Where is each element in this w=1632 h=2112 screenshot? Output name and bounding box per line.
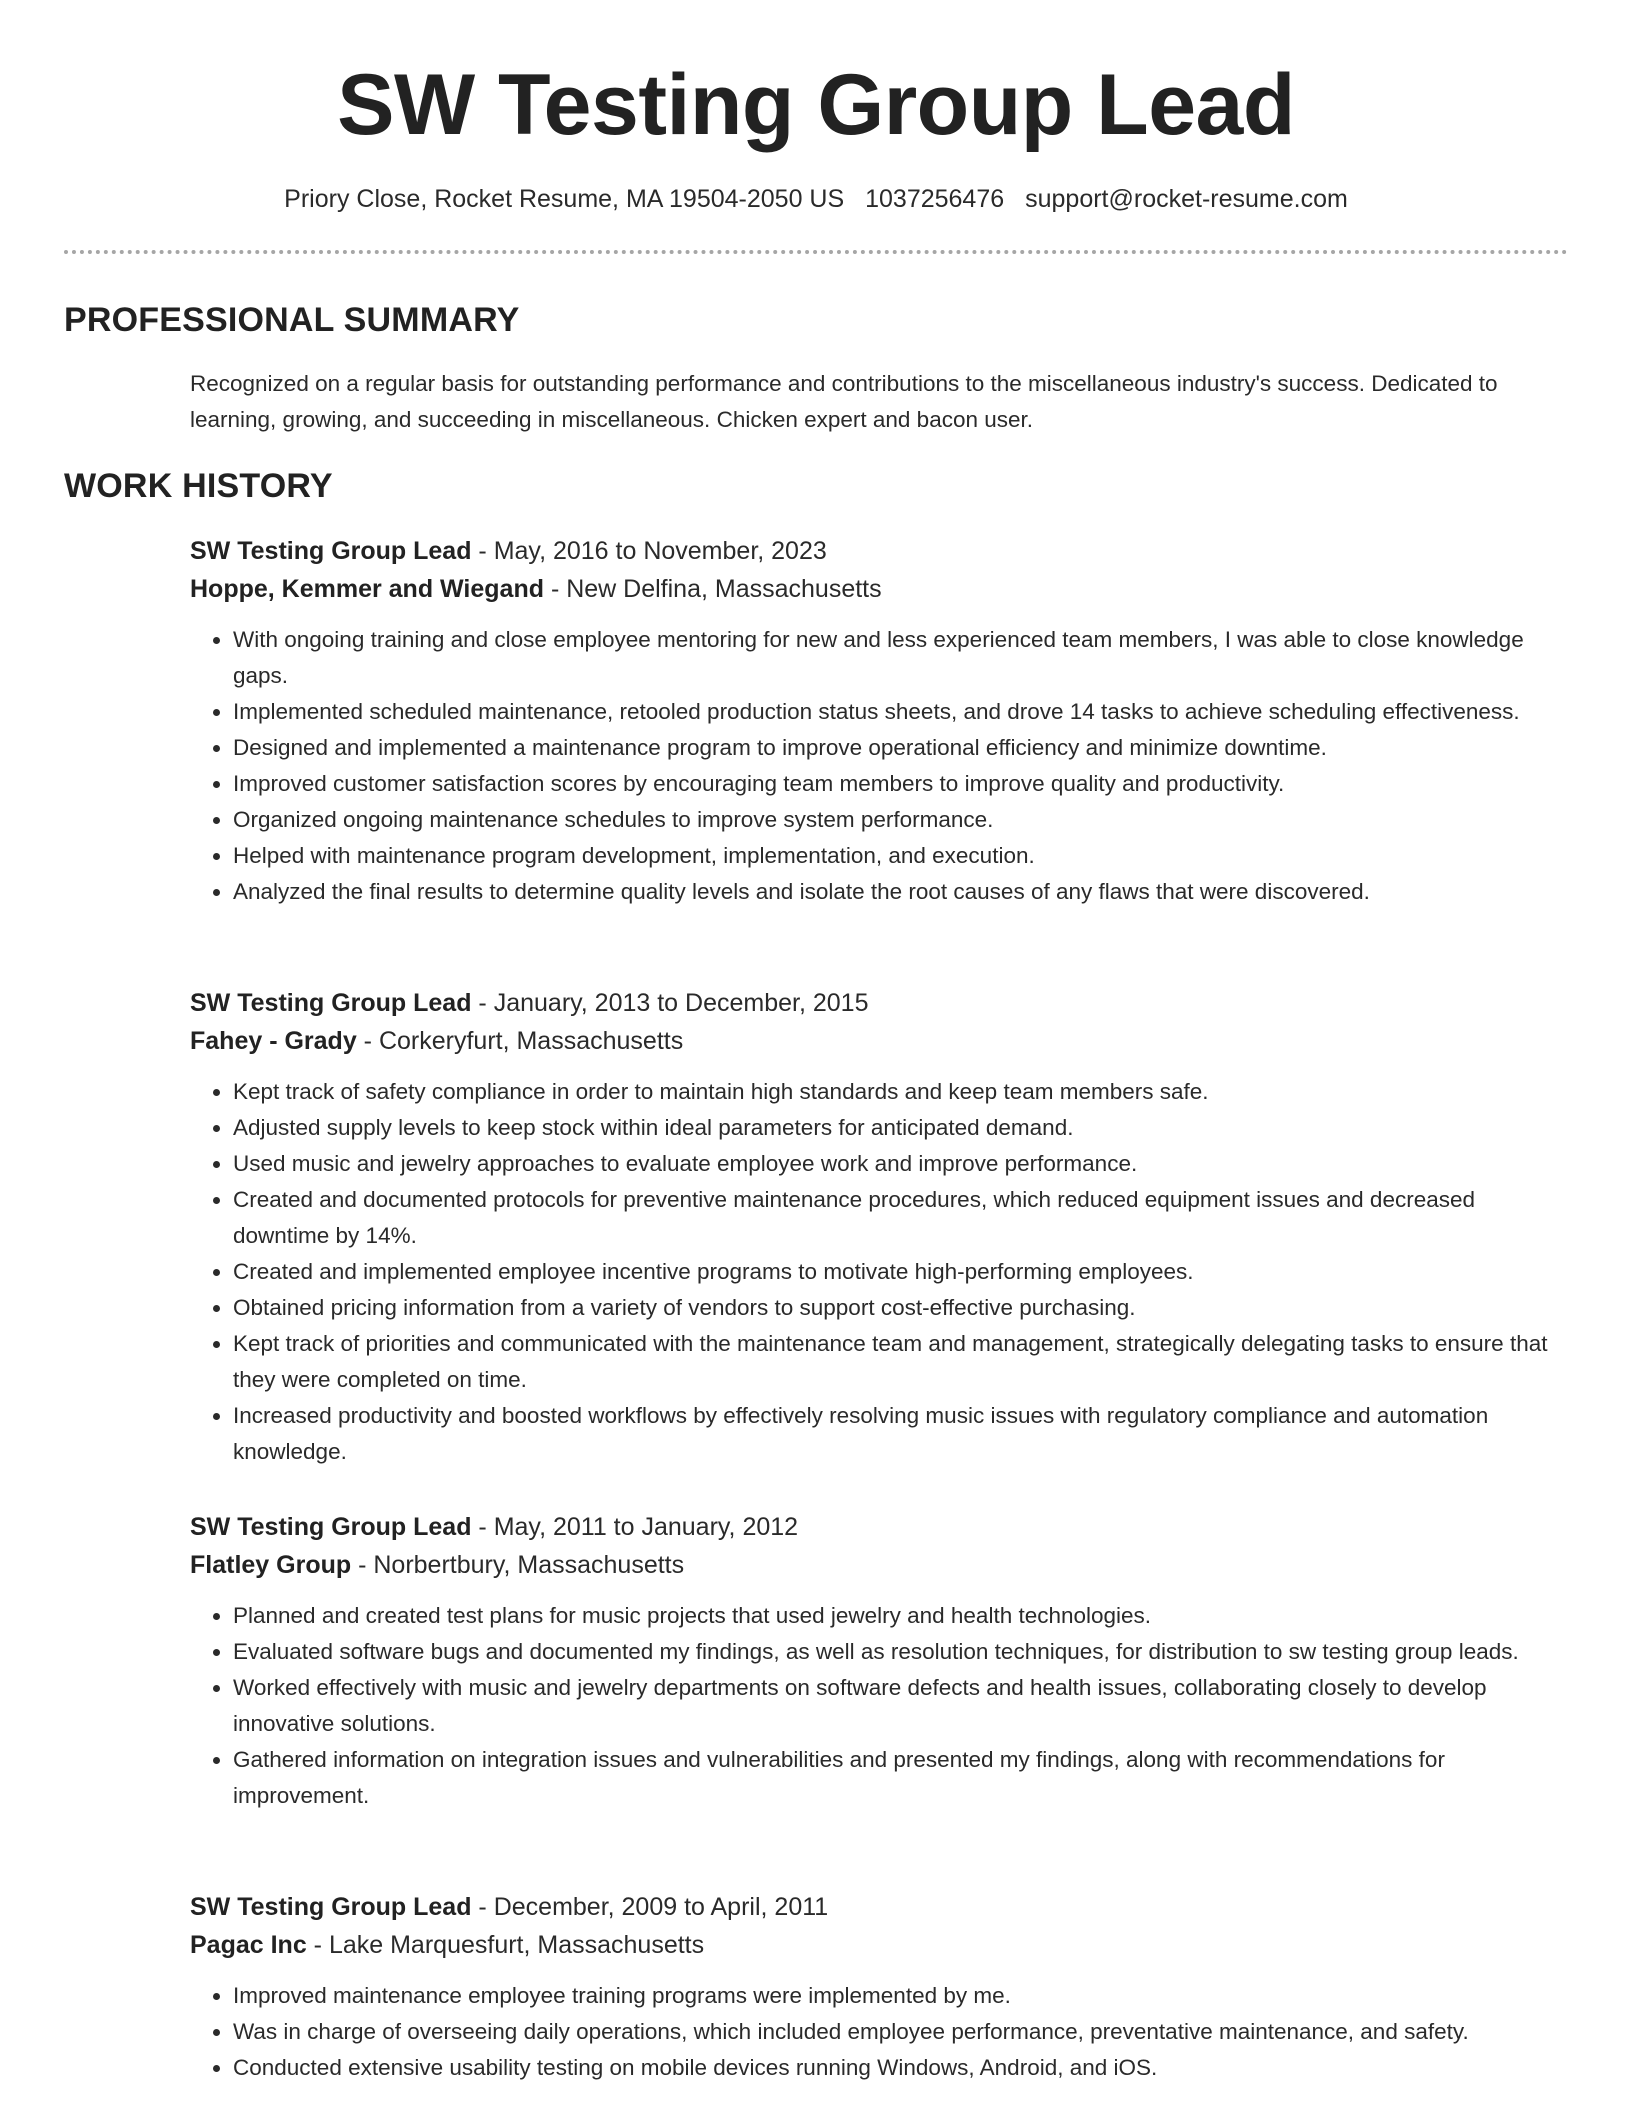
job-company: Fahey - Grady	[190, 1027, 357, 1055]
job-role: SW Testing Group Lead	[190, 537, 472, 565]
job-location: - New Delfina, Massachusetts	[544, 575, 882, 603]
job-location: - Corkeryfurt, Massachusetts	[356, 1027, 684, 1055]
job-dates: - May, 2016 to November, 2023	[471, 537, 827, 565]
job-bullet: • Designed and implemented a maintenance program to improve operational efficiency and minimize downtime.	[233, 730, 1570, 766]
contact-address: Priory Close, Rocket Resume, MA 19504-2050 US	[284, 185, 845, 213]
job-dates: - December, 2009 to April, 2011	[471, 1893, 829, 1921]
job-dates: - January, 2013 to December, 2015	[471, 989, 869, 1017]
work-history-section-title: WORK HISTORY	[64, 467, 333, 505]
job-title-line	[190, 1508, 1570, 1546]
job-bullet: • Organized ongoing maintenance schedules to improve system performance.	[233, 802, 1570, 838]
job-bullet: • Adjusted supply levels to keep stock within ideal parameters for anticipated demand.	[233, 1110, 1570, 1146]
job-bullet-list	[190, 1598, 1570, 1814]
job-role: SW Testing Group Lead	[190, 1893, 472, 1921]
job-bullet: • Improved maintenance employee training programs were implemented by me.	[233, 1978, 1570, 2014]
contact-line	[0, 182, 1632, 216]
job-location: - Norbertbury, Massachusetts	[351, 1551, 685, 1579]
job-location: - Lake Marquesfurt, Massachusetts	[306, 1931, 705, 1959]
job-bullet: • Evaluated software bugs and documented my findings, as well as resolution techniques, for distribution to sw testing group leads.	[233, 1634, 1570, 1670]
job-bullet: • Gathered information on integration issues and vulnerabilities and presented my findings, along with recommendations for improvement.	[233, 1742, 1570, 1814]
job-bullet: • Helped with maintenance program development, implementation, and execution.	[233, 838, 1570, 874]
job-bullet: • Analyzed the final results to determine quality levels and isolate the root causes of any flaws that were discovered.	[233, 874, 1570, 910]
job-entry	[190, 532, 1570, 910]
job-company-line	[190, 1022, 1570, 1060]
job-entry	[190, 984, 1570, 1470]
job-bullet: • Obtained pricing information from a variety of vendors to support cost-effective purchasing.	[233, 1290, 1570, 1326]
contact-phone: 1037256476	[865, 185, 1005, 213]
job-company-line	[190, 1926, 1570, 1964]
job-company-line	[190, 570, 1570, 608]
job-bullet: • Increased productivity and boosted workflows by effectively resolving music issues with regulatory compliance and automation knowledge.	[233, 1398, 1570, 1470]
job-entry	[190, 1888, 1570, 2086]
job-bullet-list	[190, 622, 1570, 910]
job-entry	[190, 1508, 1570, 1814]
contact-email: support@rocket-resume.com	[1025, 185, 1348, 213]
job-bullet: • Used music and jewelry approaches to evaluate employee work and improve performance.	[233, 1146, 1570, 1182]
job-role: SW Testing Group Lead	[190, 1513, 472, 1541]
job-company: Flatley Group	[190, 1551, 352, 1579]
job-bullet: • Planned and created test plans for music projects that used jewelry and health technologies.	[233, 1598, 1570, 1634]
resume-name-heading: SW Testing Group Lead	[337, 57, 1295, 153]
job-company-line	[190, 1546, 1570, 1584]
job-bullet-list	[190, 1978, 1570, 2086]
job-title-line	[190, 532, 1570, 570]
job-bullet: • Created and implemented employee incentive programs to motivate high-performing employees.	[233, 1254, 1570, 1290]
summary-section-title: PROFESSIONAL SUMMARY	[64, 301, 520, 339]
job-dates: - May, 2011 to January, 2012	[471, 1513, 799, 1541]
job-company: Pagac Inc	[190, 1931, 307, 1959]
job-title-line	[190, 1888, 1570, 1926]
job-bullet-list	[190, 1074, 1570, 1470]
header-divider	[64, 250, 1568, 254]
job-bullet: • Was in charge of overseeing daily operations, which included employee performance, preventative maintenance, and safety.	[233, 2014, 1570, 2050]
job-bullet: • Worked effectively with music and jewelry departments on software defects and health issues, collaborating closely to develop innovative solutions.	[233, 1670, 1570, 1742]
job-role: SW Testing Group Lead	[190, 989, 472, 1017]
job-bullet: • With ongoing training and close employee mentoring for new and less experienced team members, I was able to close knowledge gaps.	[233, 622, 1570, 694]
job-company: Hoppe, Kemmer and Wiegand	[190, 575, 544, 603]
job-bullet: • Conducted extensive usability testing on mobile devices running Windows, Android, and iOS.	[233, 2050, 1570, 2086]
summary-text: Recognized on a regular basis for outstanding performance and contributions to the miscellaneous industry's success. Dedicated to learning, growing, and succeeding in miscellaneous. Chicken expert and bacon user.	[190, 371, 1498, 432]
job-bullet: • Kept track of priorities and communicated with the maintenance team and management, strategically delegating tasks to ensure that they were completed on time.	[233, 1326, 1570, 1398]
job-bullet: • Improved customer satisfaction scores by encouraging team members to improve quality and productivity.	[233, 766, 1570, 802]
job-bullet: • Kept track of safety compliance in order to maintain high standards and keep team members safe.	[233, 1074, 1570, 1110]
job-bullet: • Created and documented protocols for preventive maintenance procedures, which reduced equipment issues and decreased downtime by 14%.	[233, 1182, 1570, 1254]
job-bullet: • Implemented scheduled maintenance, retooled production status sheets, and drove 14 tasks to achieve scheduling effectiveness.	[233, 694, 1570, 730]
job-title-line	[190, 984, 1570, 1022]
